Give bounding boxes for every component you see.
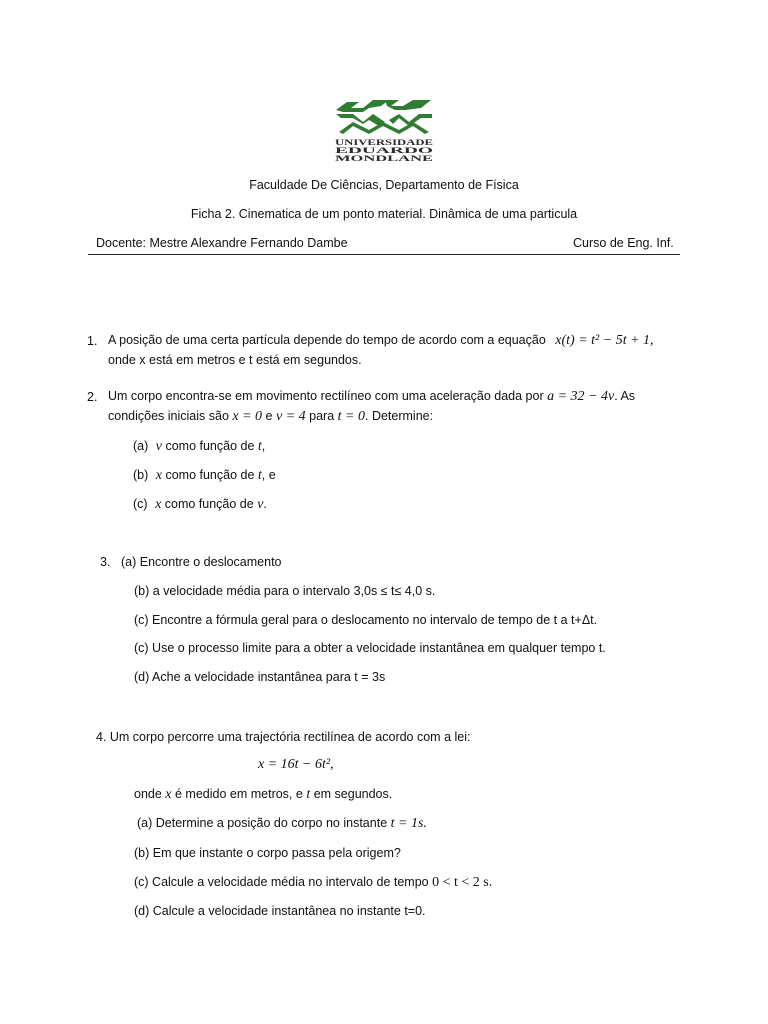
question-1-line-1 bbox=[108, 333, 654, 349]
item-text: como função de bbox=[165, 468, 255, 482]
item-label: (a) bbox=[133, 439, 149, 453]
acceleration-equation: a = 32 − 4v bbox=[547, 389, 615, 404]
question-3-item-b: (b) a velocidade média para o intervalo 3,0s ≤ t≤ 4,0 s. bbox=[134, 584, 436, 598]
question-1-number: 1. bbox=[87, 334, 98, 348]
course-name: Curso de Eng. Inf. bbox=[573, 236, 674, 250]
question-1-equation: x(t) = t² − 5t + 1, bbox=[555, 333, 654, 348]
item-end: , bbox=[261, 439, 266, 453]
item-math: 0 < t < 2 s. bbox=[432, 875, 493, 890]
item-text: como função de bbox=[164, 497, 254, 511]
initial-v: v = 4 bbox=[275, 409, 306, 424]
question-2-text: Um corpo encontra-se em movimento rectilíneo com uma aceleração dada por bbox=[108, 389, 544, 403]
question-2-line-2 bbox=[108, 409, 433, 425]
position-law-equation: x = 16t − 6t², bbox=[258, 757, 334, 772]
item-text: (a) Determine a posição do corpo no instante bbox=[137, 816, 388, 830]
for-text: para bbox=[309, 409, 335, 423]
question-2-number: 2. bbox=[87, 390, 98, 404]
question-3-item-c: (c) Encontre a fórmula geral para o deslocamento no intervalo de tempo de t a t+Δt. bbox=[134, 613, 598, 627]
initial-conditions-text: condições iniciais são bbox=[108, 409, 229, 423]
university-logo bbox=[333, 96, 435, 162]
item-end: . bbox=[263, 497, 267, 511]
logo-text-line-1: UNIVERSIDADE bbox=[335, 137, 434, 147]
logo-text-line-2: EDUARDO bbox=[335, 145, 434, 155]
where-math-t: t bbox=[306, 787, 311, 802]
and-text: e bbox=[265, 409, 273, 423]
question-4-where bbox=[134, 787, 392, 803]
question-3-item-d: (c) Use o processo limite para a obter a velocidade instantânea em qualquer tempo t. bbox=[134, 641, 606, 655]
question-4-item-d: (d) Calcule a velocidade instantânea no instante t=0. bbox=[134, 904, 426, 918]
question-2-item-a bbox=[133, 439, 265, 455]
item-math: t bbox=[257, 439, 262, 454]
determine-text: . Determine: bbox=[365, 409, 434, 423]
header-divider bbox=[88, 254, 680, 255]
sheet-title: Ficha 2. Cinematica de um ponto material. Dinâmica de uma particula bbox=[190, 207, 578, 221]
question-4-item-a bbox=[137, 816, 427, 832]
item-text: como função de bbox=[165, 439, 255, 453]
initial-x: x = 0 bbox=[232, 409, 263, 424]
question-2-line-1-end: . As bbox=[614, 389, 636, 403]
item-math: v bbox=[257, 497, 264, 512]
item-label: (b) bbox=[133, 468, 149, 482]
item-math: x bbox=[155, 497, 162, 512]
question-2-item-c bbox=[133, 497, 267, 513]
where-math-x: x bbox=[165, 787, 172, 802]
question-1-text: A posição de uma certa partícula depende do tempo de acordo com a equação bbox=[108, 333, 546, 347]
item-math: v bbox=[155, 439, 162, 454]
where-text-seconds: em segundos. bbox=[313, 787, 393, 801]
question-2-item-b bbox=[133, 468, 276, 484]
item-end: , e bbox=[261, 468, 276, 482]
logo-text-line-3: MONDLANE bbox=[335, 153, 434, 162]
question-3-item-e: (d) Ache a velocidade instantânea para t = 3s bbox=[134, 670, 386, 684]
initial-t: t = 0 bbox=[337, 409, 365, 424]
question-1-line-2: onde x está em metros e t está em segundos. bbox=[108, 353, 362, 367]
question-3-item-a: (a) Encontre o deslocamento bbox=[121, 555, 282, 569]
question-4-item-b: (b) Em que instante o corpo passa pela origem? bbox=[134, 846, 401, 860]
faculty-heading: Faculdade De Ciências, Departamento de Física bbox=[249, 178, 519, 192]
item-math: x bbox=[155, 468, 162, 483]
item-math: t = 1s. bbox=[390, 816, 427, 831]
question-4-intro: 4. Um corpo percorre uma trajectória rectilínea de acordo com a lei: bbox=[96, 730, 471, 744]
question-3-number: 3. bbox=[100, 555, 111, 569]
where-text-units: é medido em metros, e bbox=[175, 787, 303, 801]
question-2-line-1 bbox=[108, 389, 635, 405]
item-text: (c) Calcule a velocidade média no intervalo de tempo bbox=[134, 875, 429, 889]
teacher-name: Docente: Mestre Alexandre Fernando Dambe bbox=[96, 236, 348, 250]
question-4-item-c bbox=[134, 875, 492, 891]
item-label: (c) bbox=[133, 497, 148, 511]
item-math: t bbox=[257, 468, 262, 483]
where-text: onde bbox=[134, 787, 162, 801]
